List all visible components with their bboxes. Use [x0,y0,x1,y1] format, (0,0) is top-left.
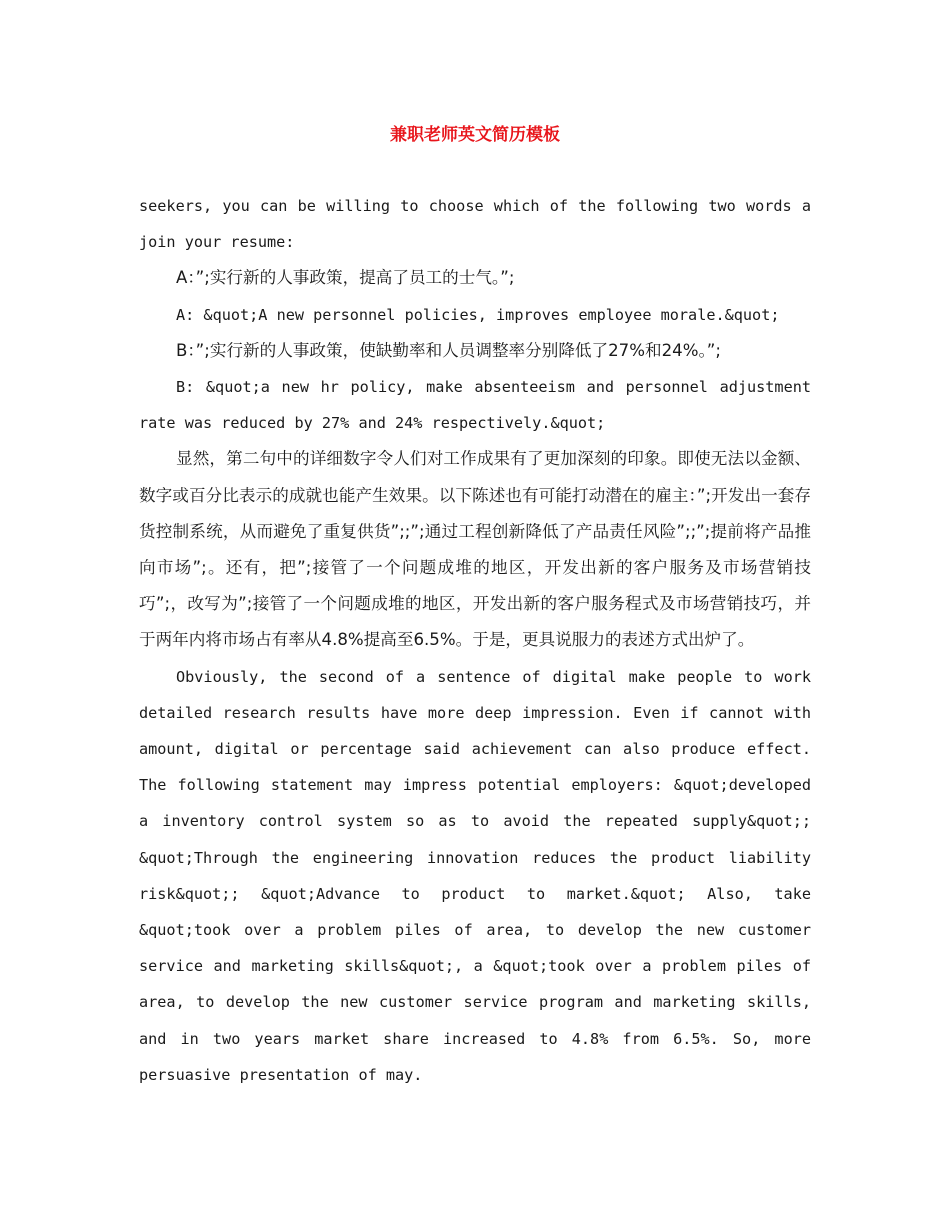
document-title: 兼职老师英文简历模板 [390,125,560,145]
paragraph-explanation-chinese: 显然，第二句中的详细数字令人们对工作成果有了更加深刻的印象。即使无法以金额、数字或百分比表示的成就也能产生效果。以下陈述也有可能打动潜在的雇主：”;开发出一套存货控制系统，从而避免了重复供货”;;”;通过工程创新降低了产品责任风险”;;”;提前将产品推向市场”;。还有，把”;接管了一个问题成堆的地区，开发出新的客户服务及市场营销技巧”;，改写为”;接管了一个问题成堆的地区，开发出新的客户服务程式及市场营销技巧，并于两年内将市场占有率从4.8%提高至6.5%。于是，更具说服力的表述方式出炉了。 [139,449,811,650]
paragraph-intro: seekers, you can be willing to choose which of the following two words a join your resume: [139,197,811,252]
paragraph-option-a-english: A: &quot;A new personnel policies, improves employee morale.&quot; [176,305,780,324]
paragraph-explanation-english: Obviously, the second of a sentence of digital make people to work detailed research results have more deep impression. Even if cannot with amount, digital or percentage said achievement can also produce effect. The following statement may impress potential employers: &quot;developed a inventory control system so as to avoid the repeated supply&quot;; &quot;Through the engineering innovation reduces the product liability risk&quot;; &quot;Advance to product to market.&quot; Also, take &quot;took over a problem piles of area, to develop the new customer service and marketing skills&quot;, a &quot;took over a problem piles of area, to develop the new customer service program and marketing skills, and in two years market share increased to 4.8% from 6.5%. So, more persuasive presentation of may. [139,667,811,1084]
paragraph-option-b-chinese: B：”;实行新的人事政策，使缺勤率和人员调整率分别降低了27%和24%。”; [176,340,721,360]
paragraph-option-b-english: B: &quot;a new hr policy, make absenteeism and personnel adjustment rate was reduced by 27% and 24% respectively.&quot; [139,378,811,433]
document-body [139,188,811,1093]
paragraph-option-a-chinese: A：”;实行新的人事政策，提高了员工的士气。”; [176,268,515,288]
